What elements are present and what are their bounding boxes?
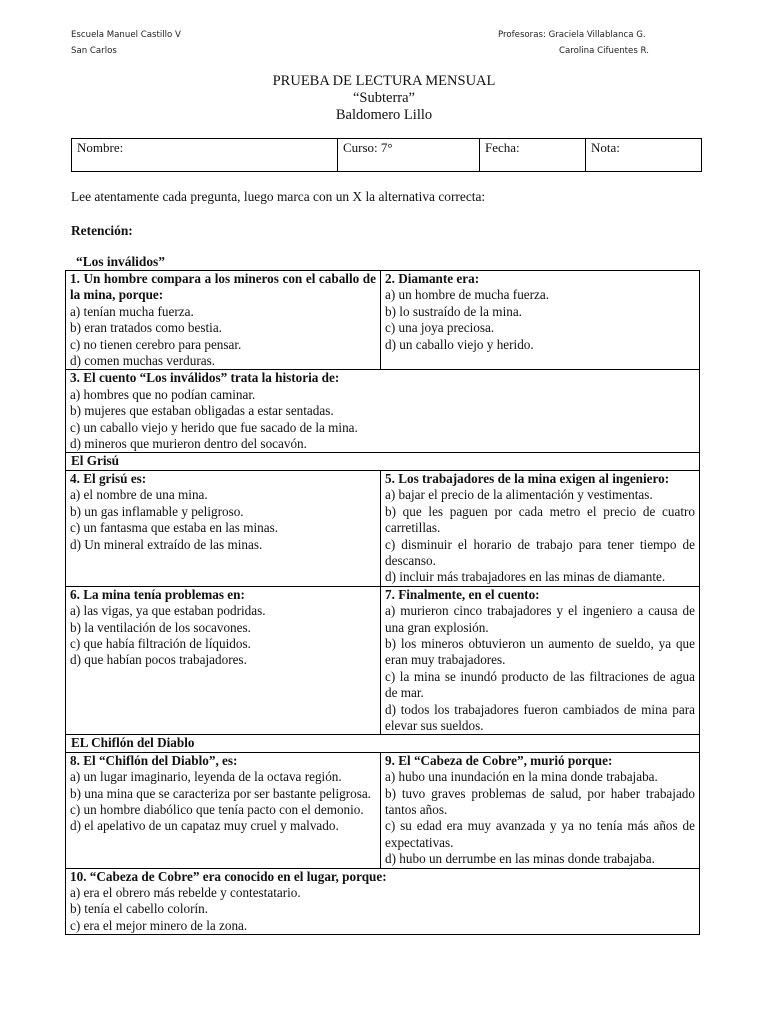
question-9-option-d[interactable]: d) hubo un derrumbe en las minas donde trabajaba. (385, 851, 655, 867)
question-3-option-c[interactable]: c) un caballo viejo y herido que fue sacado de la mina. (70, 419, 358, 435)
question-5-option-a[interactable]: a) bajar el precio de la alimentación y vestimentas. (385, 487, 653, 503)
quiz-table (65, 270, 700, 935)
question-1 (66, 271, 381, 370)
question-5-option-b[interactable]: b) que les paguen por cada metro el precio de cuatro carretillas. (385, 503, 695, 536)
question-5 (381, 470, 700, 586)
question-4-option-d[interactable]: d) Un mineral extraído de las minas. (70, 536, 263, 552)
question-4-option-c[interactable]: c) un fantasma que estaba en las minas. (70, 520, 278, 536)
question-6-option-d[interactable]: d) que habían pocos trabajadores. (70, 652, 247, 668)
question-10 (66, 868, 700, 935)
question-4-option-a[interactable]: a) el nombre de una mina. (70, 487, 208, 503)
question-row (66, 470, 700, 586)
page-title: PRUEBA DE LECTURA MENSUAL (272, 73, 496, 89)
school-header (71, 27, 181, 59)
question-10-option-c[interactable]: c) era el mejor minero de la zona. (70, 917, 248, 933)
question-8-option-c[interactable]: c) un hombre diabólico que tenía pacto con el demonio. (70, 802, 364, 817)
question-6-option-b[interactable]: b) la ventilación de los socavones. (70, 619, 251, 635)
question-9-option-c[interactable]: c) su edad era muy avanzada y ya no tenía más años de expectativas. (385, 818, 695, 850)
question-6-option-c[interactable]: c) que había filtración de líquidos. (70, 635, 251, 651)
question-8-option-a[interactable]: a) un lugar imaginario, leyenda de la octava región. (70, 769, 342, 785)
question-row (66, 370, 700, 453)
question-5-option-d[interactable]: d) incluir más trabajadores en las minas de diamante. (385, 569, 666, 585)
question-2-title: 2. Diamante era: (385, 271, 480, 286)
question-9-option-a[interactable]: a) hubo una inundación en la mina donde trabajaba. (385, 769, 658, 785)
question-7-title: 7. Finalmente, en el cuento: (385, 586, 540, 602)
question-7-option-d[interactable]: d) todos los trabajadores fueron cambiados de mina para elevar sus sueldos. (385, 701, 695, 733)
question-9 (381, 752, 700, 868)
question-row (66, 586, 700, 735)
question-3-option-d[interactable]: d) mineros que murieron dentro del socavón. (70, 436, 307, 452)
course-field[interactable]: Curso: 7° (338, 139, 480, 172)
question-8-option-d[interactable]: d) el apelativo de un capataz muy cruel y malvado. (70, 818, 339, 834)
question-row (66, 868, 700, 935)
question-7-option-c[interactable]: c) la mina se inundó producto de las filtraciones de agua de mar. (385, 668, 695, 701)
question-4 (66, 470, 381, 586)
question-8 (66, 752, 381, 868)
question-10-option-b[interactable]: b) tenía el cabello colorín. (70, 901, 209, 917)
question-1-option-d[interactable]: d) comen muchas verduras. (70, 353, 216, 369)
question-2-option-c[interactable]: c) una joya preciosa. (385, 320, 495, 336)
book-author: Baldomero Lillo (335, 107, 433, 123)
school-city: San Carlos (71, 46, 117, 56)
school-name: Escuela Manuel Castillo V (71, 30, 181, 40)
question-7-option-a[interactable]: a) murieron cinco trabajadores y el ingeniero a causa de una gran explosión. (385, 603, 695, 635)
teachers-line-1: Profesoras: Graciela Villablanca G. (498, 30, 646, 40)
question-1-option-c[interactable]: c) no tienen cerebro para pensar. (70, 336, 242, 352)
instructions: Lee atentamente cada pregunta, luego marca con un X la alternativa correcta: (71, 189, 486, 204)
question-5-option-c[interactable]: c) disminuir el horario de trabajo para tener tiempo de descanso. (385, 536, 695, 568)
question-6 (66, 586, 381, 735)
question-8-title: 8. El “Chiflón del Diablo”, es: (70, 752, 238, 768)
question-9-title: 9. El “Cabeza de Cobre”, murió porque: (385, 752, 613, 768)
question-2-option-d[interactable]: d) un caballo viejo y herido. (385, 336, 534, 352)
section-row (66, 453, 700, 470)
question-6-option-a[interactable]: a) las vigas, ya que estaban podridas. (70, 603, 266, 619)
question-10-title: 10. “Cabeza de Cobre” era conocido en el lugar, porque: (70, 868, 387, 884)
question-3 (66, 370, 700, 453)
student-info-table (71, 138, 702, 172)
section-title-invalidos: “Los inválidos” (76, 254, 165, 269)
section-title-grisu: El Grisú (66, 453, 700, 470)
question-5-title: 5. Los trabajadores de la mina exigen al ingeniero: (385, 470, 670, 486)
question-row (66, 752, 700, 868)
question-9-option-b[interactable]: b) tuvo graves problemas de salud, por haber trabajado tantos años. (385, 785, 695, 817)
book-title: “Subterra” (353, 90, 415, 106)
teachers-header (498, 27, 649, 59)
name-field[interactable]: Nombre: (72, 139, 338, 172)
section-row (66, 735, 700, 752)
question-2-option-a[interactable]: a) un hombre de mucha fuerza. (385, 287, 550, 303)
teachers-line-2: Carolina Cifuentes R. (559, 46, 649, 56)
question-row (66, 271, 700, 370)
question-3-title: 3. El cuento “Los inválidos” trata la historia de: (70, 370, 340, 386)
question-3-option-b[interactable]: b) mujeres que estaban obligadas a estar sentadas. (70, 403, 334, 419)
grade-field[interactable]: Nota: (586, 139, 702, 172)
question-4-title: 4. El grisú es: (70, 470, 147, 486)
question-1-option-a[interactable]: a) tenían mucha fuerza. (70, 303, 194, 319)
question-1-option-b[interactable]: b) eran tratados como bestia. (70, 320, 222, 336)
question-7-option-b[interactable]: b) los mineros obtuvieron un aumento de sueldo, ya que eran muy trabajadores. (385, 635, 695, 668)
question-2 (381, 271, 700, 370)
question-6-title: 6. La mina tenía problemas en: (70, 586, 245, 602)
question-10-option-a[interactable]: a) era el obrero más rebelde y contestatario. (70, 885, 301, 901)
question-7 (381, 586, 700, 735)
date-field[interactable]: Fecha: (480, 139, 586, 172)
question-2-option-b[interactable]: b) lo sustraído de la mina. (385, 303, 522, 319)
section-title-chiflon: EL Chiflón del Diablo (66, 735, 700, 752)
question-3-option-a[interactable]: a) hombres que no podían caminar. (70, 386, 256, 402)
question-4-option-b[interactable]: b) un gas inflamable y peligroso. (70, 503, 244, 519)
question-1-title: 1. Un hombre compara a los mineros con el caballo de la mina, porque: (70, 271, 376, 303)
question-8-option-b[interactable]: b) una mina que se caracteriza por ser bastante peligrosa. (70, 785, 371, 801)
retention-label: Retención: (71, 223, 133, 238)
